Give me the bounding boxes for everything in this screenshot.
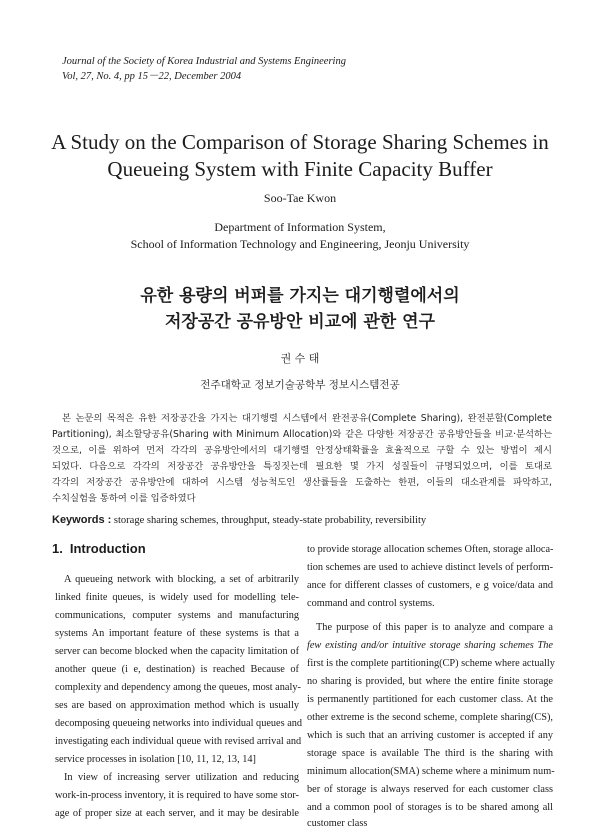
affiliation-line-1: Department of Information System, [214,220,386,234]
body-text-line: communications, computer systems and manufacturing [55,610,299,621]
body-text-line: is permanently partitioned for each customer class. At the [307,694,553,705]
korean-affiliation: 전주대학교 정보기술공학부 정보시스템전공 [200,379,400,391]
abstract-line: 본 논문의 목적은 유한 저장공간을 가지는 대기행렬 시스템에서 완전공유(Complete Sharing), 완전분할(Complete [62,413,552,424]
korean-title-line-1: 유한 용량의 버퍼를 가지는 대기행렬에서의 [140,286,460,306]
abstract-line: 되었다. 다음으로 각각의 저장공간 공유방안을 특징짓는데 필요한 몇 가지 성질들이 규명되었으며, 이를 토대로 [52,461,552,472]
body-text-line: decomposing queueing networks into individual queues and [55,718,303,729]
body-text-line: tion schemes are used to achieve distinct levels of perform- [307,562,553,573]
body-text-line: age of proper size at each server, and it may be desirable [55,808,299,819]
journal-name: Journal of the Society of Korea Industrial and Systems Engineering [62,56,346,67]
abstract-line: Partitioning), 최소할당공유(Sharing with Minimum Allocation)와 같은 다양한 저장공간 공유방안들을 비교·분석하는 [52,429,552,440]
body-text-line: linked finite queues, is widely used for modelling tele- [55,592,299,603]
body-text-line: to provide storage allocation schemes Often, storage alloca- [307,544,554,555]
body-text-line: service processes in isolation [10, 11, 12, 13, 14] [55,754,256,765]
body-text-line: server can become blocked when the capacity limitation of [55,646,299,657]
body-text-line: first is the complete partitioning(CP) scheme where actually [307,658,555,669]
body-text-line: command and control systems. [307,598,435,609]
keywords-text: storage sharing schemes, throughput, steady-state probability, reversibility [111,515,427,526]
body-text-line: In view of increasing server utilization and reducing [64,772,299,783]
korean-title-line-2: 저장공간 공유방안 비교에 관한 연구 [164,312,435,332]
body-text-line: customer class [307,818,368,829]
journal-issue: Vol, 27, No. 4, pp 15－22, December 2004 [62,71,242,82]
body-text-line: ber of storage is always reserved for each customer class [307,784,553,795]
author-name: Soo-Tae Kwon [263,191,337,205]
keywords-label: Keywords : [52,514,112,526]
abstract-line: 것으로, 이를 위하여 먼저 각각의 공유방안에서의 대기행렬 안정상태확률을 효율적으로 구할 수 있는 방법이 제시 [52,445,552,456]
body-text-line: other extreme is the second scheme, complete sharing(CS), [307,712,553,723]
body-text-line: ance for different classes of customers, e g voice/data and [307,580,553,591]
paper-title-line-2: Queueing System with Finite Capacity Buffer [107,157,493,181]
section-title: Introduction [69,541,146,556]
body-text-line: few existing and/or intuitive storage sharing schemes The [307,640,553,651]
abstract-line: 수치실험을 통하여 이를 입증하였다 [52,493,196,504]
body-text-line: complexity and dependency among the queues, most analy- [55,682,301,693]
keywords [52,514,426,526]
paper-title-line-1: A Study on the Comparison of Storage Sharing Schemes in [51,130,549,154]
affiliation-line-2: School of Information Technology and Engineering, Jeonju University [130,237,470,251]
body-text-line: A queueing network with blocking, a set of arbitrarily [64,574,299,585]
korean-author-name: 권 수 태 [280,352,320,365]
body-text-line: no sharing is provided, but where the entire finite storage [307,676,553,687]
body-text-line: minimum allocation(SMA) scheme where a minimum num- [307,766,555,777]
body-text-line: investigating each individual queue with revised arrival and [55,736,302,747]
body-text-line: and a common pool of storages is to be shared among all [307,802,553,813]
section-heading [52,541,146,556]
section-number: 1. [52,541,63,556]
body-text-line: which is such that an arriving customer is accepted if any [307,730,553,741]
body-text-line: The purpose of this paper is to analyze and compare a [316,622,553,633]
body-text-line: storage space is available The third is the sharing with [307,748,553,759]
abstract-line: 각각의 저장공간 공유방안에 대하여 시스템 성능척도인 생산률들을 도출하는 한편, 이들의 대소관계를 파악하고, [52,477,552,488]
body-text-line: work-in-process inventory, it is required to have some stor- [55,790,299,801]
body-text-line: ses are based on approximation method which is usually [55,700,299,711]
body-text-line: another queue (i e, destination) is reached Because of [55,664,299,675]
body-text-line: systems An important feature of these systems is that a [55,628,299,639]
